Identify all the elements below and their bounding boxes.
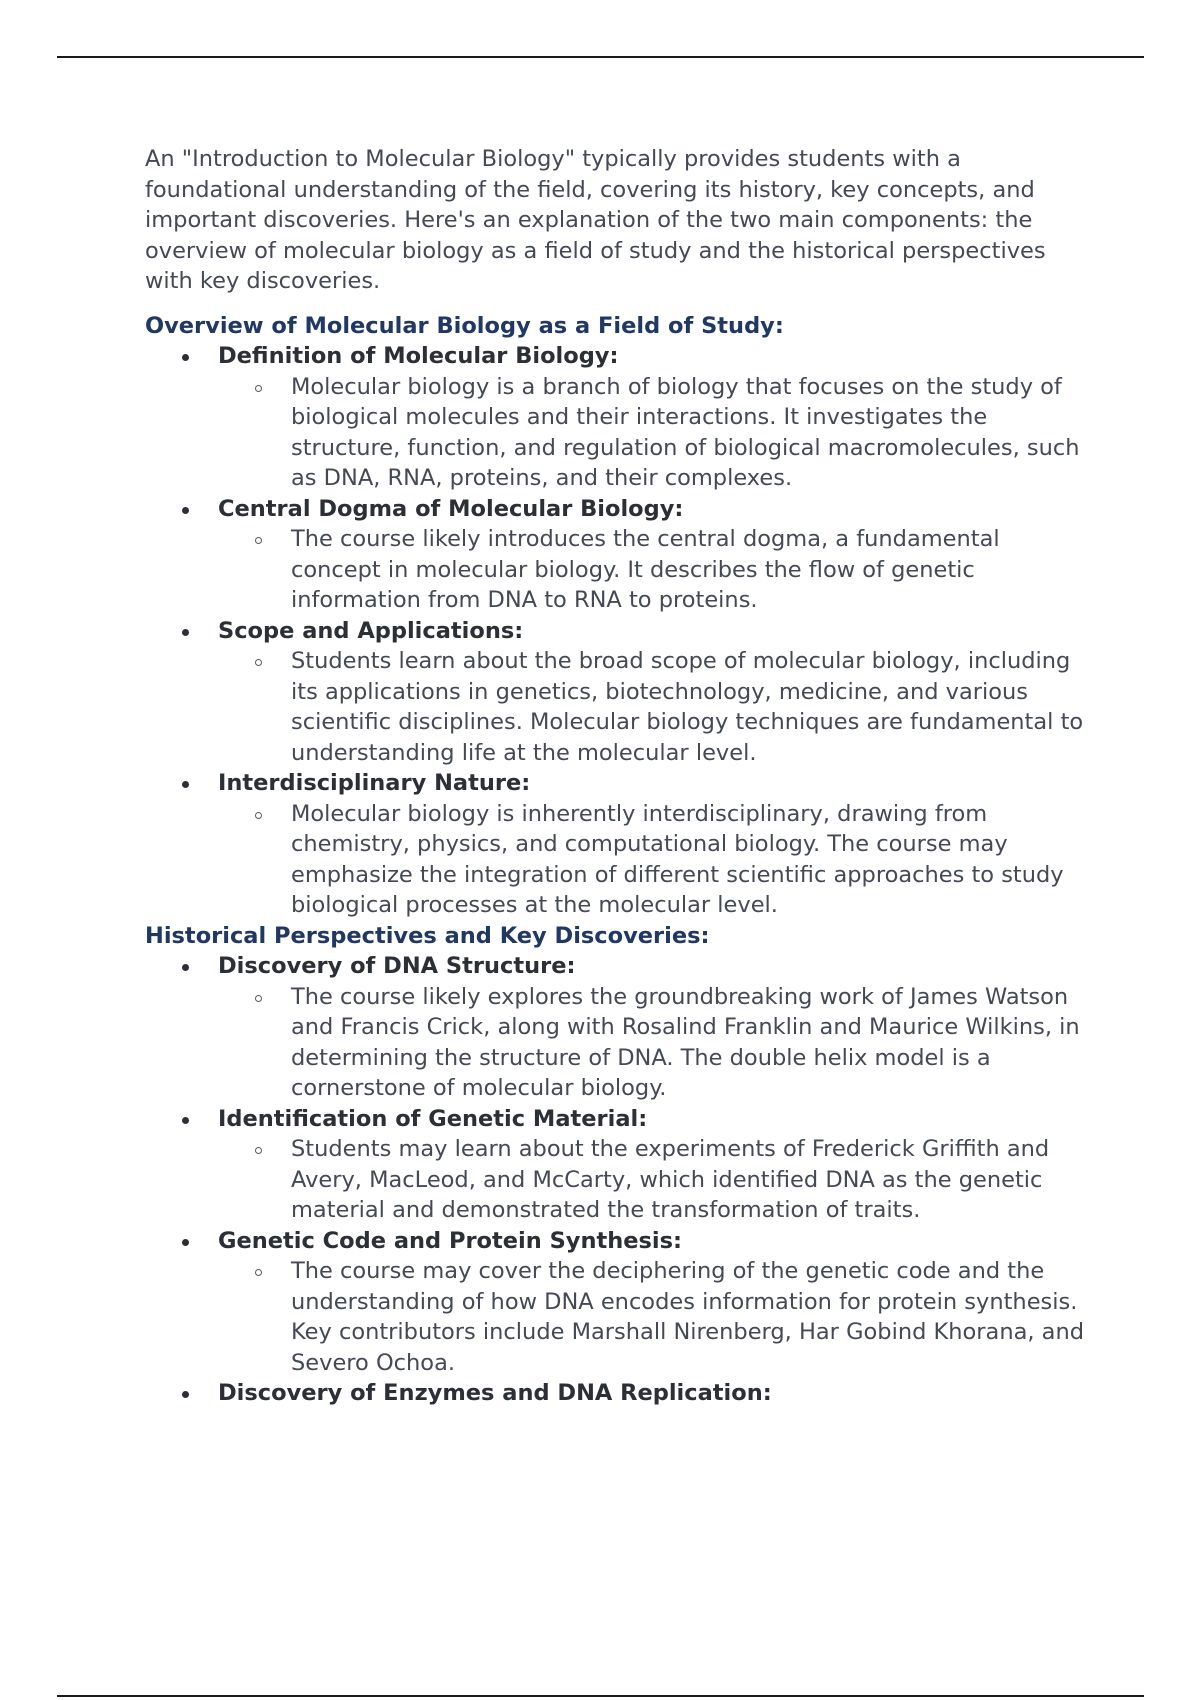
item-title: Scope and Applications: <box>218 617 524 644</box>
item-title: Identification of Genetic Material: <box>218 1105 648 1132</box>
circle-bullet-icon <box>255 659 262 666</box>
item-title: Interdisciplinary Nature: <box>218 770 531 796</box>
circle-bullet-icon <box>255 812 262 819</box>
list-item <box>145 494 1095 616</box>
circle-bullet-icon <box>255 1269 262 1276</box>
sub-list-item <box>218 372 1095 494</box>
sub-list-item <box>218 982 1095 1104</box>
circle-bullet-icon <box>255 995 262 1002</box>
item-text: Students learn about the broad scope of molecular biology, including its applications in genetics, biotechnology, medicine, and various scientific disciplines. Molecular biology techniques are fundamental to understanding life at the molecular level. <box>291 648 1084 766</box>
overview-list <box>145 341 1095 921</box>
item-text: The course likely explores the groundbreaking work of James Watson and Francis Crick, along with Rosalind Franklin and Maurice Wilkins, in determining the structure of DNA. The double helix model is a cornerstone of molecular biology. <box>291 983 1080 1101</box>
item-title: Central Dogma of Molecular Biology: <box>218 495 684 522</box>
bullet-icon <box>182 1391 189 1398</box>
bullet-icon <box>182 781 189 788</box>
circle-bullet-icon <box>255 1147 262 1154</box>
list-item <box>145 1104 1095 1226</box>
list-item <box>145 616 1095 769</box>
sub-list-item <box>218 646 1095 768</box>
sub-list-item <box>218 1134 1095 1226</box>
circle-bullet-icon <box>255 385 262 392</box>
circle-bullet-icon <box>255 537 262 544</box>
item-text: Molecular biology is inherently interdisciplinary, drawing from chemistry, physics, and computational biology. The course may emphasize the integration of different scientific approaches to study biological processes at the molecular level. <box>291 800 1064 918</box>
bullet-icon <box>182 354 189 361</box>
list-item <box>145 1378 1095 1409</box>
item-text: The course likely introduces the central dogma, a fundamental concept in molecular biology. It describes the flow of genetic information from DNA to RNA to proteins. <box>291 526 1000 613</box>
top-rule <box>57 56 1144 58</box>
item-title: Genetic Code and Protein Synthesis: <box>218 1227 682 1254</box>
document-body <box>145 144 1095 1409</box>
item-text: Students may learn about the experiments of Frederick Griffith and Avery, MacLeod, and McCarty, which identified DNA as the genetic material and demonstrated the transformation of traits. <box>291 1136 1050 1223</box>
bullet-icon <box>182 629 189 636</box>
list-item <box>145 951 1095 1104</box>
section-heading-history: Historical Perspectives and Key Discoveries: <box>145 922 710 949</box>
item-text: Molecular biology is a branch of biology that focuses on the study of biological molecules and their interactions. It investigates the structure, function, and regulation of biological macromolecules, such as DNA, RNA, proteins, and their complexes. <box>291 373 1080 491</box>
item-title: Discovery of Enzymes and DNA Replication: <box>218 1380 772 1406</box>
list-item <box>145 768 1095 921</box>
sub-list-item <box>218 524 1095 616</box>
item-text: The course may cover the deciphering of the genetic code and the understanding of how DNA encodes information for protein synthesis. Key contributors include Marshall Nirenberg, Har Gobind Khorana, and Severo Ochoa. <box>291 1258 1085 1376</box>
list-item <box>145 1226 1095 1379</box>
bullet-icon <box>182 1239 189 1246</box>
sub-list-item <box>218 1256 1095 1378</box>
item-title: Definition of Molecular Biology: <box>218 343 619 369</box>
bullet-icon <box>182 1117 189 1124</box>
intro-paragraph: An "Introduction to Molecular Biology" typically provides students with a foundational understanding of the field, covering its history, key concepts, and important discoveries. Here's an explanation of the two main components: the overview of molecular biology as a field of study and the historical perspectives with key discoveries. <box>145 146 1046 294</box>
item-title: Discovery of DNA Structure: <box>218 953 576 979</box>
sub-list-item <box>218 799 1095 921</box>
bullet-icon <box>182 507 189 514</box>
bottom-rule <box>57 1695 1144 1697</box>
list-item <box>145 341 1095 494</box>
section-heading-overview: Overview of Molecular Biology as a Field of Study: <box>145 312 784 339</box>
history-list <box>145 951 1095 1409</box>
bullet-icon <box>182 964 189 971</box>
